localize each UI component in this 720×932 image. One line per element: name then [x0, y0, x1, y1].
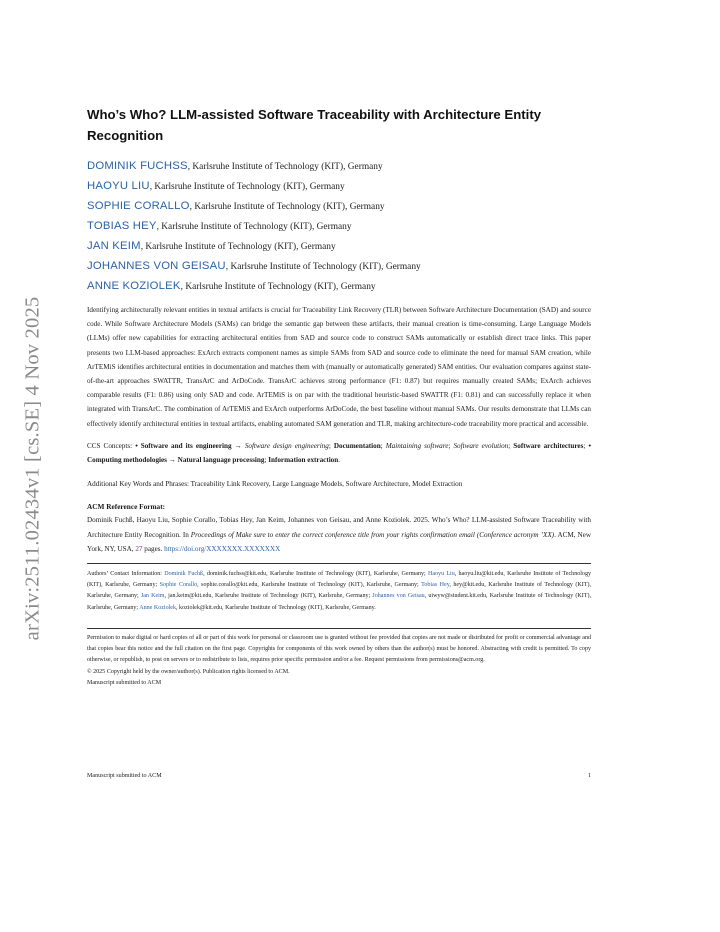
ccs-end: .	[338, 456, 341, 465]
author-entry	[87, 237, 591, 257]
author-affiliation: , Karlsruhe Institute of Technology (KIT), Germany	[189, 202, 385, 212]
contact-details: , sophie.corallo@kit.edu, Karlsruhe Institute of Technology (KIT), Karlsruhe, Germany;	[197, 582, 422, 589]
author-name: TOBIAS HEY	[87, 220, 157, 232]
ccs-term: • Software and its engineering	[135, 441, 232, 450]
ccs-term: Information extraction	[268, 456, 339, 465]
author-affiliation: , Karlsruhe Institute of Technology (KIT), Germany	[180, 282, 376, 292]
contact-author-link[interactable]: Anne Koziolek	[139, 604, 177, 611]
contact-details: , jan.keim@kit.edu, Karlsruhe Institute of Technology (KIT), Karlsruhe, Germany;	[164, 593, 373, 600]
author-affiliation: , Karlsruhe Institute of Technology (KIT), Germany	[225, 262, 421, 272]
contact-author-link[interactable]: Haoyu Liu	[427, 571, 455, 578]
keywords: Additional Key Words and Phrases: Traceability Link Recovery, Large Language Models, Software Architecture, Model Extraction	[87, 480, 463, 489]
ccs-separator: ;	[508, 441, 514, 450]
contact-details: , hey@kit.edu, Karlsruhe Institute of Technology (KIT), Karlsruhe, Germany;	[87, 582, 591, 600]
copyright-notice: © 2025 Copyright held by the owner/author(s). Publication rights licensed to ACM.	[87, 668, 290, 675]
ccs-term: Maintaining software	[385, 441, 449, 450]
abstract: Identifying architecturally relevant entities in textual artifacts is crucial for Traceability Link Recovery (TLR) between Software Architecture Documentation (SAD) and source code. While Software Architecture Models (SAMs) can bridge the semantic gap between these artifacts, their manual creation is time-consuming. Large Language Models (LLMs) offer new capabilities for extracting architectural entities from SAD and source code to construct SAMs automatically or establish direct trace links. This paper presents two LLM-based approaches: ExArch extracts component names as simple SAMs from SAD and source code to eliminate the need for manual SAM creation, while ArTEMiS identifies architectural entities in documentation and matches them with (manually or automatically generated) SAM entities. Our evaluation compares against state-of-the-art approaches SWATTR, TransArC and ArDoCode. TransArC achieves strong performance (F1: 0.87) but requires manually created SAMs; ExArch achieves comparable results (F1: 0.86) using only SAD and code. ArTEMiS is on par with the traditional heuristic-based SWATTR (F1: 0.81) and can successfully replace it when integrated with TransArC. The combination of ArTEMiS and ExArch outperforms ArDoCode, the best baseline without manual SAMs. Our results demonstrate that LLMs can effectively identify architectural entities in textual artifacts, enabling automated SAM generation and TLR, making architecture-code traceability more practical and accessible.	[87, 306, 591, 428]
ccs-separator: ;	[380, 441, 386, 450]
author-name: ANNE KOZIOLEK	[87, 280, 181, 292]
ccs-separator: ;	[328, 441, 334, 450]
author-entry	[87, 157, 591, 177]
doi-link[interactable]: https://doi.org/XXXXXXX.XXXXXXX	[164, 544, 281, 553]
contact-author-link[interactable]: Tobias Hey	[421, 582, 450, 589]
reference-pages-link[interactable]: 27	[135, 544, 143, 553]
ccs-label: CCS Concepts:	[87, 441, 136, 450]
reference-publisher: . ACM, New York, NY, USA,	[87, 530, 592, 553]
reference-citation: Dominik Fuchß, Haoyu Liu, Sophie Corallo, Tobias Hey, Jan Keim, Johannes von Geisau, and Anne Koziolek. 2025. Who’s Who? LLM-assisted Software Traceability with Architecture Entity Recognition. In	[87, 516, 591, 539]
author-entry	[87, 197, 591, 217]
contact-author-link[interactable]: Johannes von Geisau	[372, 593, 425, 600]
ccs-term: Documentation	[333, 441, 381, 450]
author-affiliation: , Karlsruhe Institute of Technology (KIT), Germany	[140, 242, 336, 252]
reference-format-text	[87, 513, 591, 556]
author-name: JOHANNES VON GEISAU	[87, 260, 226, 272]
author-contact-information	[87, 569, 591, 614]
ccs-separator: ;	[264, 456, 269, 465]
author-affiliation: , Karlsruhe Institute of Technology (KIT), Germany	[149, 182, 345, 192]
contact-author-link[interactable]: Jan Keim	[140, 593, 165, 600]
paper-first-page	[87, 104, 591, 689]
ccs-separator: ;	[583, 441, 589, 450]
ccs-concepts	[87, 439, 591, 467]
author-name: JAN KEIM	[87, 240, 141, 252]
author-entry	[87, 217, 591, 237]
ccs-arrow: →	[166, 456, 178, 465]
contact-details: , uiwyw@student.kit.edu, Karlsruhe Institute of Technology (KIT), Karlsruhe, Germany;	[87, 593, 591, 611]
ccs-term: • Computing methodologies	[87, 441, 591, 465]
ccs-term: Software design engineering	[244, 441, 329, 450]
ccs-term: Natural language processing	[177, 456, 265, 465]
ccs-term: Software architectures	[513, 441, 584, 450]
permission-notice: Permission to make digital or hard copies of all or part of this work for personal or classroom use is granted without fee provided that copies are not made or distributed for profit or commercial advantage and that copies bear this notice and the full citation on the first page. Copyrights for components of this work owned by others than the author(s) must be honored. Abstracting with credit is permitted. To copy otherwise, or republish, to post on servers or to redistribute to lists, requires prior specific permission and/or a fee. Request permissions from permissions@acm.org.	[87, 634, 591, 664]
ccs-separator: ;	[448, 441, 454, 450]
author-name: HAOYU LIU	[87, 180, 150, 192]
paper-title: Who’s Who? LLM-assisted Software Traceability with Architecture Entity Recognition	[87, 107, 542, 143]
contact-details: , koziolek@kit.edu, Karlsruhe Institute of Technology (KIT), Karlsruhe, Germany.	[176, 604, 376, 611]
arxiv-identifier-stamp	[18, 268, 48, 668]
author-entry	[87, 257, 591, 277]
ccs-term: Software evolution	[453, 441, 509, 450]
reference-format-heading: ACM Reference Format:	[87, 502, 166, 512]
contact-details: , haoyu.liu@kit.edu, Karlsruhe Institute of Technology (KIT), Karlsruhe, Germany;	[87, 571, 591, 589]
contact-details: , dominik.fuchss@kit.edu, Karlsruhe Institute of Technology (KIT), Karlsruhe, Germany;	[203, 571, 428, 578]
contact-author-link[interactable]: Sophie Corallo	[159, 582, 198, 589]
author-name: DOMINIK FUCHSS	[87, 160, 188, 172]
manuscript-note: Manuscript submitted to ACM	[87, 680, 162, 687]
reference-pages-label: pages.	[142, 544, 165, 553]
arxiv-identifier-text: arXiv:2511.02434v1 [cs.SE] 4 Nov 2025	[21, 296, 44, 640]
page-number: 1	[587, 773, 591, 779]
author-entry	[87, 277, 591, 297]
permission-divider	[87, 628, 591, 629]
contact-author-link[interactable]: Dominik Fuchß	[164, 571, 204, 578]
reference-venue: Proceedings of Make sure to enter the correct conference title from your rights confirmation email (Conference acronym ’XX)	[190, 530, 555, 539]
author-affiliation: , Karlsruhe Institute of Technology (KIT), Germany	[187, 162, 383, 172]
contact-prefix: Authors’ Contact Information:	[87, 571, 165, 578]
page-footer	[87, 773, 591, 779]
footer-manuscript-label: Manuscript submitted to ACM	[87, 773, 162, 779]
author-list	[87, 157, 591, 297]
ccs-arrow: →	[231, 441, 245, 450]
author-entry	[87, 177, 591, 197]
author-name: SOPHIE CORALLO	[87, 200, 190, 212]
contact-divider	[87, 563, 591, 564]
author-affiliation: , Karlsruhe Institute of Technology (KIT), Germany	[156, 222, 352, 232]
